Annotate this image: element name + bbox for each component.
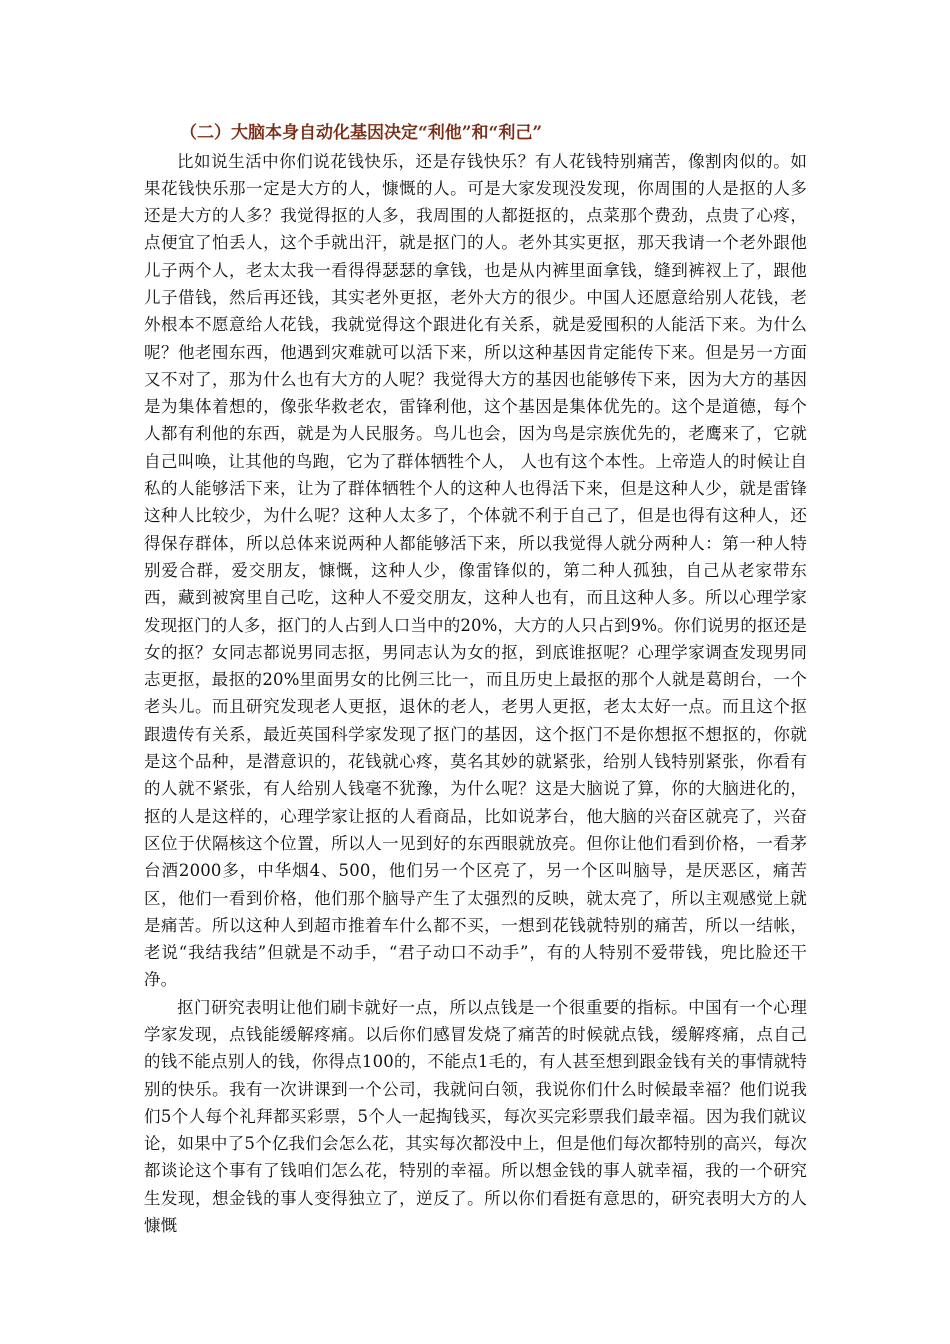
paragraph-1: 比如说生活中你们说花钱快乐，还是存钱快乐？有人花钱特别痛苦，像割肉似的。如果花钱快乐那一定是大方的人，慷慨的人。可是大家发现没发现，你周围的人是抠的人多还是大方的人多？我觉得抠的人多，我周围的人都挺抠的，点菜那个费劲，点贵了心疼，点便宜了怕丢人，这个手就出汗，就是抠门的人。老外其实更抠，那天我请一个老外跟他儿子两个人，老太太我一看得得瑟瑟的拿钱，也是从内裤里面拿钱，缝到裤衩上了，跟他儿子借钱，然后再还钱，其实老外更抠，老外大方的很少。中国人还愿意给别人花钱，老外根本不愿意给人花钱，我就觉得这个跟进化有关系，就是爱囤积的人能活下来。为什么呢？他老囤东西，他遇到灾难就可以活下来，所以这种基因肯定能传下来。但是另一方面又不对了，那为什么也有大方的人呢？我觉得大方的基因也能够传下来，因为大方的基因是为集体着想的，像张华救老农，雷锋利他，这个基因是集体优先的。这个是道德，每个人都有利他的东西，就是为人民服务。鸟儿也会，因为鸟是宗族优先的，老鹰来了，它就自己叫唤，让其他的鸟跑，它为了群体牺牲个人， 人也有这个本性。上帝造人的时候让自私的人能够活下来，让为了群体牺牲个人的这种人也得活下来，但是这种人少，就是雷锋这种人比较少，为什么呢？这种人太多了，个体就不利于自己了，但是也得有这种人，还得保存群体，所以总体来说两种人都能够活下来，所以我觉得人就分两种人：第一种人特别爱合群，爱交朋友，慷慨，这种人少，像雷锋似的，第二种人孤独，自己从老家带东西，藏到被窝里自己吃，这种人不爱交朋友，这种人也有，而且这种人多。所以心理学家发现抠门的人多，抠门的人占到人口当中的20%，大方的人只占到9%。你们说男的抠还是女的抠？女同志都说男同志抠，男同志认为女的抠，到底谁抠呢？心理学家调查发现男同志更抠，最抠的20%里面男女的比例三比一，而且历史上最抠的那个人就是葛朗台，一个老头儿。而且研究发现老人更抠，退休的老人，老男人更抠，老太太好一点。而且这个抠跟遗传有关系，最近英国科学家发现了抠门的基因，这个抠门不是你想抠不想抠的，你就是这个品种，是潜意识的，花钱就心疼，莫名其妙的就紧张，给别人钱特别紧张，你看有的人就不紧张，有人给别人钱毫不犹豫，为什么呢？这是大脑说了算，你的大脑进化的，抠的人是这样的，心理学家让抠的人看商品，比如说茅台，他大脑的兴奋区就亮了，兴奋区位于伏隔核这个位置，所以人一见到好的东西眼就放亮。但你让他们看到价格，一看茅台酒2000多，中华烟4、500，他们另一个区亮了，另一个区叫脑导，是厌恶区，痛苦区，他们一看到价格，他们那个脑导产生了太强烈的反映，就太亮了，所以主观感觉上就是痛苦。所以这种人到超市推着车什么都不买，一想到花钱就特别的痛苦，所以一结帐，老说“我结我结”但就是不动手，“君子动口不动手”，有的人特别不爱带钱，兜比脸还干净。 bbox=[144, 151, 807, 990]
section-heading: （二）大脑本身自动化基因决定“利他”和“利己” bbox=[180, 123, 543, 143]
paragraph-2: 抠门研究表明让他们刷卡就好一点，所以点钱是一个很重要的指标。中国有一个心理学家发现，点钱能缓解疼痛。以后你们感冒发烧了痛苦的时候就点钱，缓解疼痛，点自己的钱不能点别人的钱，你得点100的，不能点1毛的，有人甚至想到跟金钱有关的事情就特别的快乐。我有一次讲课到一个公司，我就问白领，我说你们什么时候最幸福？他们说我们5个人每个礼拜都买彩票，5个人一起掏钱买，每次买完彩票我们最幸福。因为我们就议论，如果中了5个亿我们会怎么花，其实每次都没中上，但是他们每次都特别的高兴，每次都谈论这个事有了钱咱们怎么花，特别的幸福。所以想金钱的事人就幸福，我的一个研究生发现，想金钱的事人变得独立了，逆反了。所以你们看挺有意思的，研究表明大方的人慷慨 bbox=[144, 997, 807, 1236]
document-body bbox=[144, 120, 807, 1239]
